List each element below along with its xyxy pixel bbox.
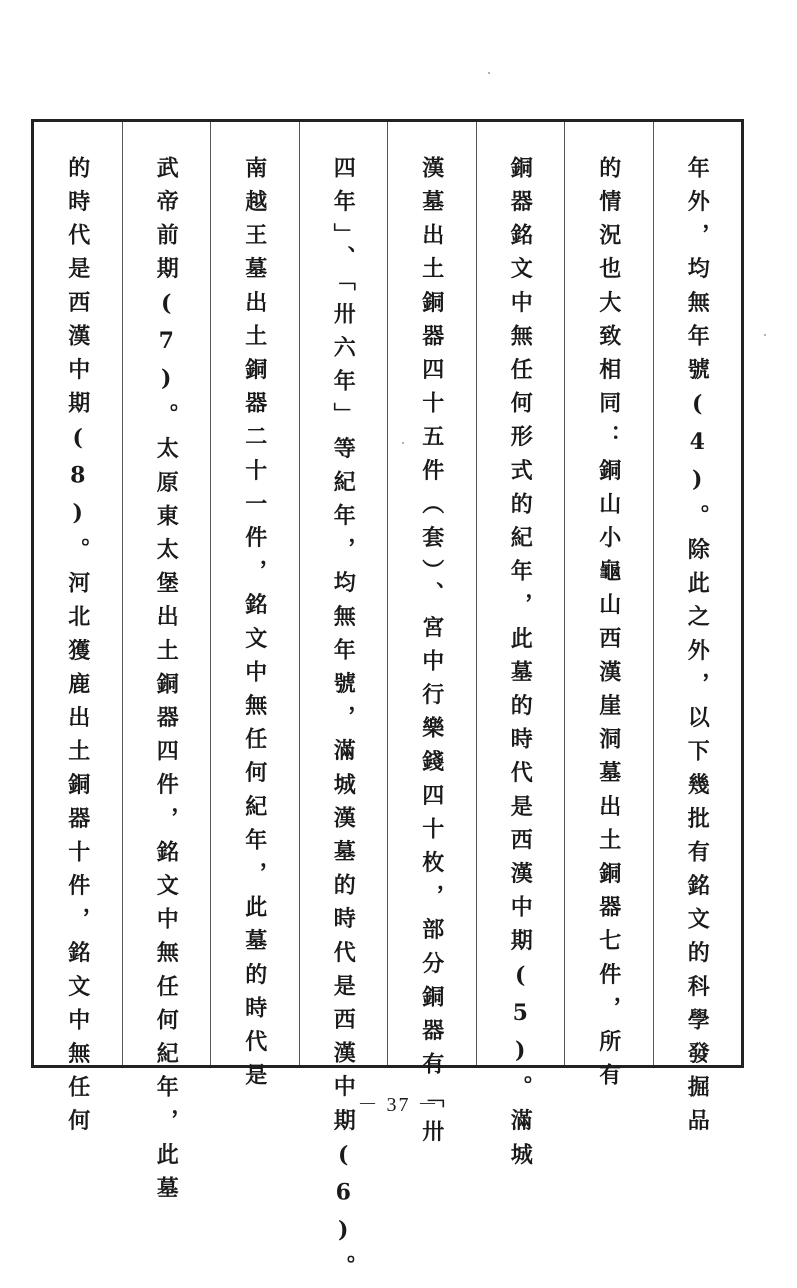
text-column-3: [477, 122, 566, 1176]
page-number: － 37 －: [357, 1094, 440, 1116]
column-text: 漢墓出土銅器四十五件（套）、宮中行樂錢四十枚，部分銅器有「卅: [418, 156, 445, 1153]
scan-speck: [488, 72, 490, 74]
column-text: 年外，均無年號(4)。除此之外，以下幾批有銘文的科學發掘品: [684, 156, 711, 1143]
text-column-5: [300, 122, 389, 1288]
column-text: 的時代是西漢中期(8)。河北獲鹿出土銅器十件，銘文中無任何: [64, 156, 91, 1143]
scan-speck: [402, 442, 404, 444]
text-column-1: [654, 122, 742, 1143]
column-text: 銅器銘文中無任何形式的紀年，此墓的時代是西漢中期(5)。滿城: [507, 156, 534, 1176]
column-text: 南越王墓出土銅器二十一件，銘文中無任何紀年，此墓的時代是: [241, 156, 268, 1097]
text-column-7: [123, 122, 212, 1210]
text-column-2: [565, 122, 654, 1097]
column-text: 武帝前期(7)。太原東太堡出土銅器四件，銘文中無任何紀年，此墓: [153, 156, 180, 1210]
text-column-6: [211, 122, 300, 1097]
scan-speck: [764, 334, 766, 336]
column-text: 的情況也大致相同：銅山小龜山西漢崖洞墓出土銅器七件，所有: [595, 156, 622, 1097]
text-column-8: [34, 122, 123, 1143]
column-text: 四年」、「卅六年」等紀年，均無年號，滿城漢墓的時代是西漢中期(6)。: [330, 156, 357, 1288]
